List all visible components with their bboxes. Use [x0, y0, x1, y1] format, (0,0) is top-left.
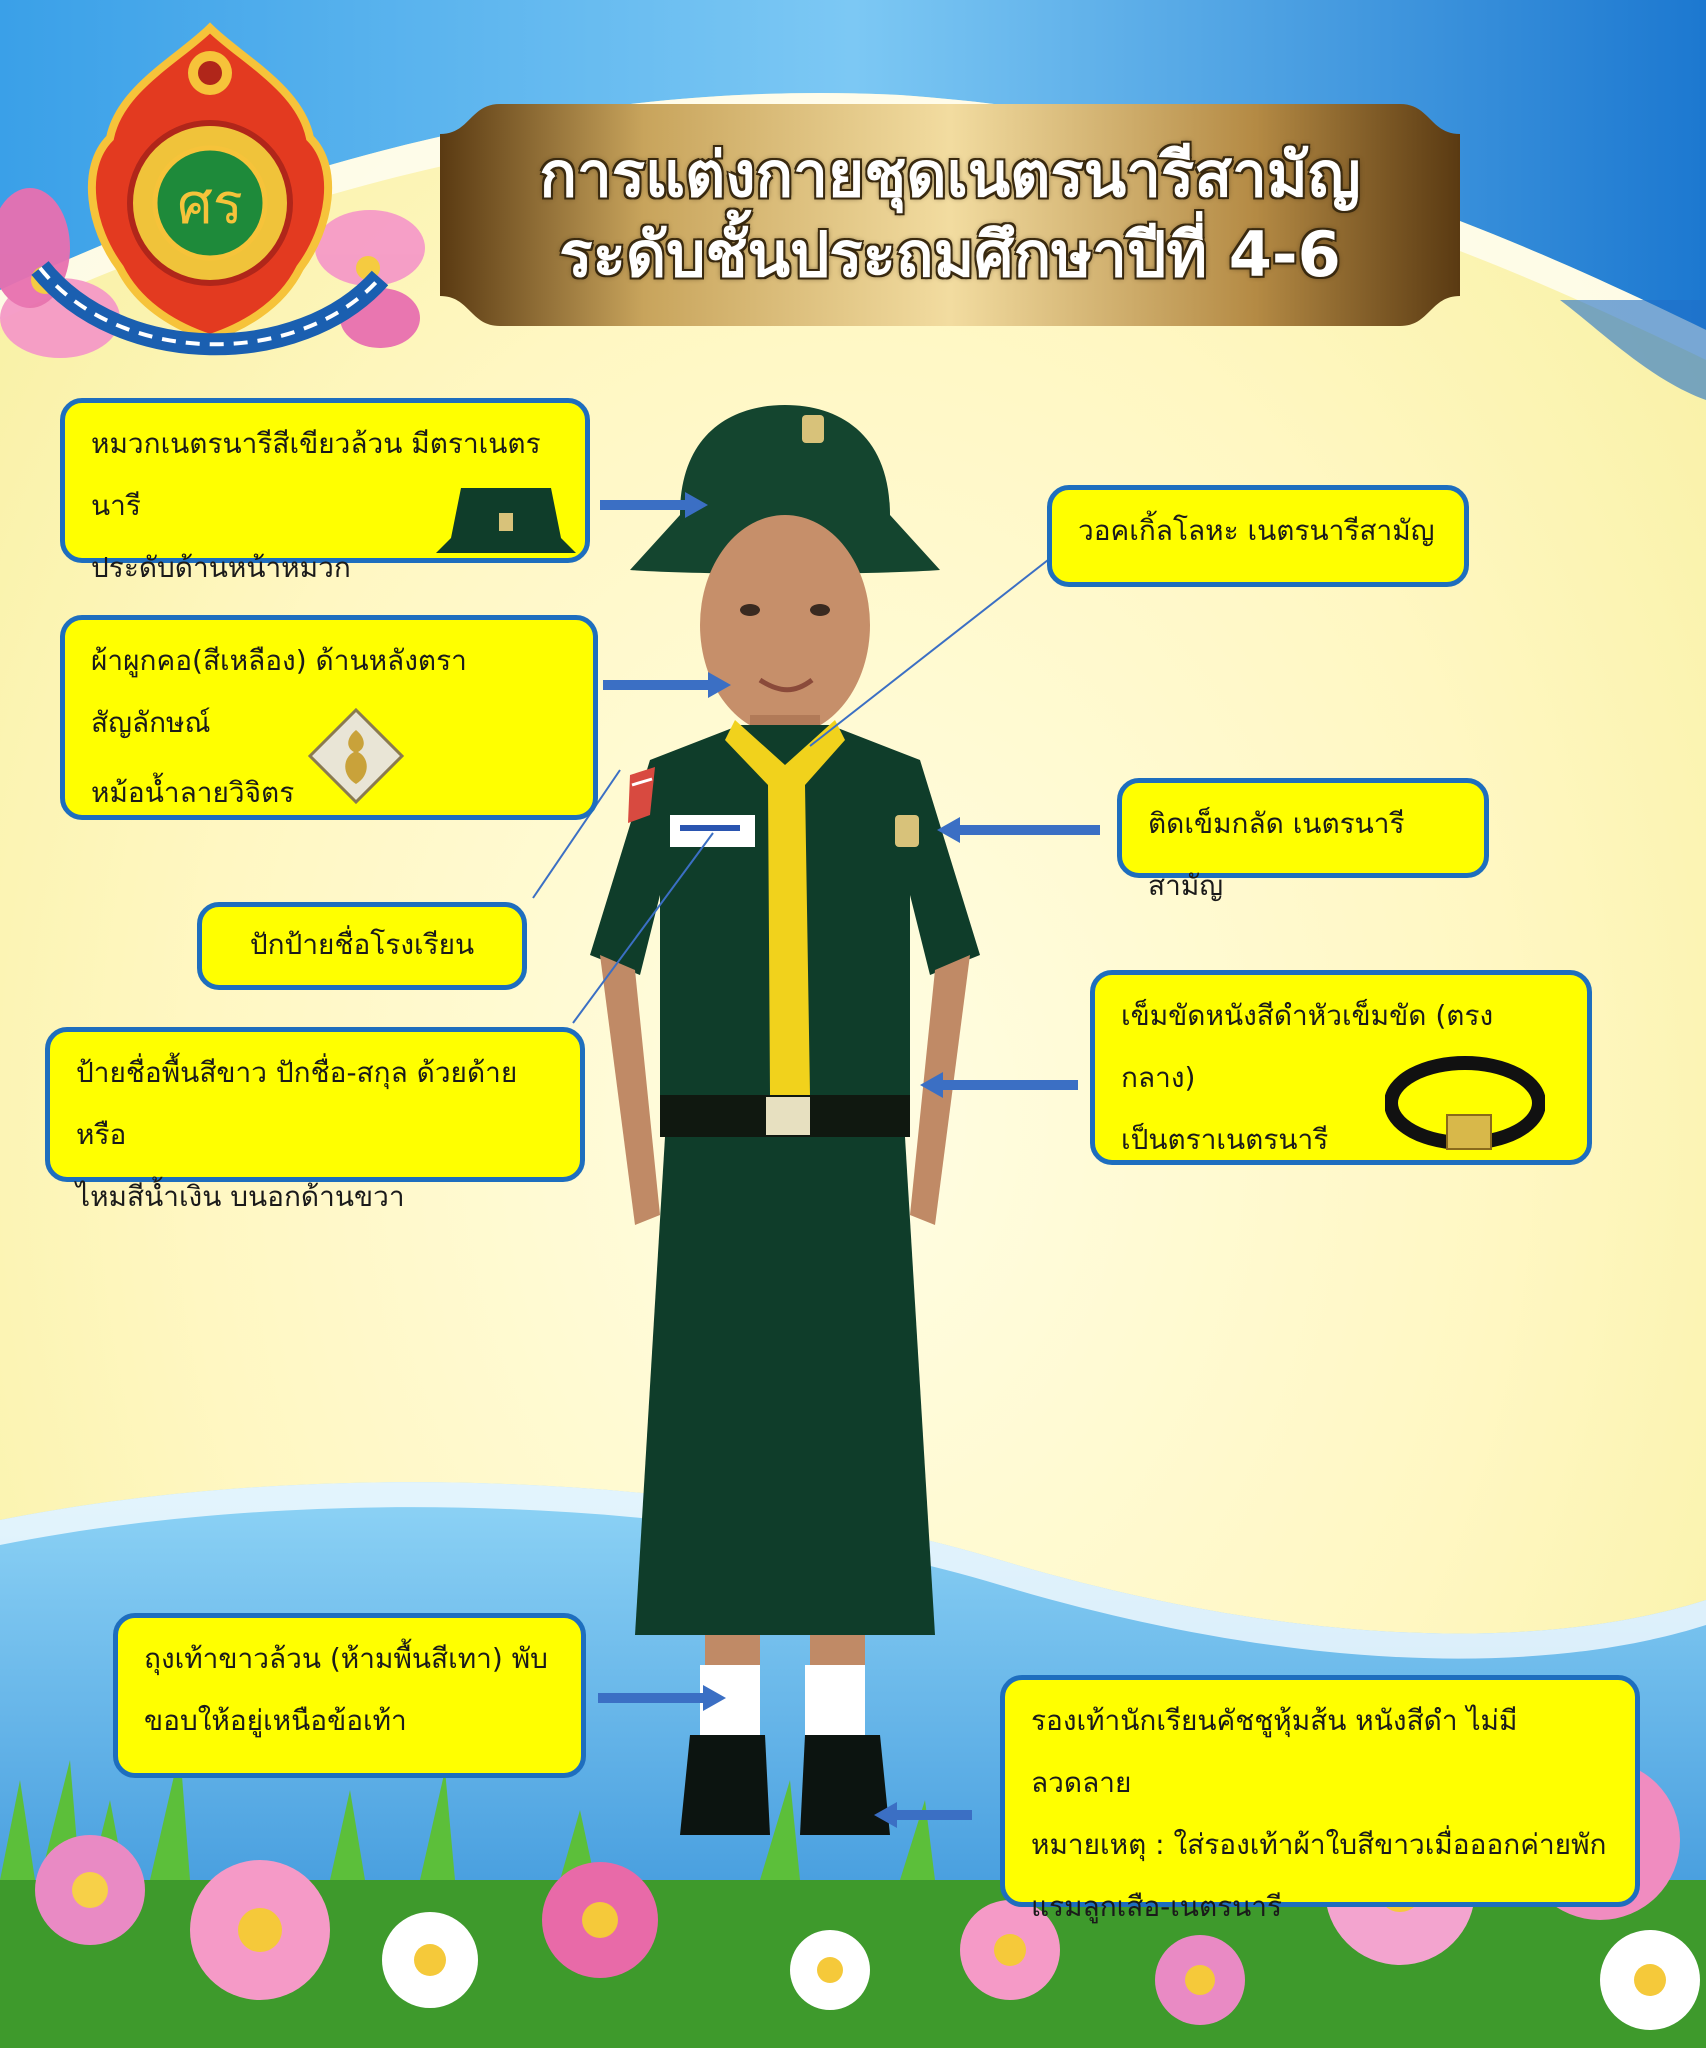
- title-line-1: การแต่งกายชุดเนตรนารีสามัญ: [539, 138, 1361, 211]
- callout-scarf-line-1: ผ้าผูกคอ(สีเหลือง) ด้านหลังตราสัญลักษณ์: [91, 644, 467, 739]
- callout-woggle: [1047, 485, 1469, 587]
- arrow-shoes: [872, 1800, 972, 1830]
- arrow-scarf: [603, 670, 733, 700]
- callout-shoes-line-2: หมายเหตุ : ใส่รองเท้าผ้าใบสีขาวเมื่อออกค่ายพัก: [1031, 1828, 1607, 1861]
- callout-scarf: [60, 615, 598, 820]
- callout-name-tag-line-1: ป้ายชื่อพื้นสีขาว ปักชื่อ-สกุล ด้วยด้ายหรือ: [76, 1056, 518, 1151]
- hat-thumbnail: [431, 473, 581, 563]
- callout-hat-line-2: ประดับด้านหน้าหมวก: [91, 551, 351, 584]
- callout-shoes: [1000, 1675, 1640, 1923]
- callout-hat: [60, 398, 590, 584]
- arrow-belt: [918, 1070, 1078, 1100]
- arrow-badge: [935, 815, 1100, 845]
- svg-text:ศร: ศร: [177, 172, 243, 237]
- callout-name-tag: [45, 1027, 585, 1213]
- callout-badge-line-1: ติดเข็มกลัด เนตรนารีสามัญ: [1148, 807, 1405, 902]
- callout-school-label-line-1: ปักป้ายชื่อโรงเรียน: [249, 928, 475, 961]
- callout-socks: [113, 1613, 586, 1778]
- callout-school-label: [197, 902, 527, 990]
- title-line-2: ระดับชั้นประถมศึกษาปีที่ 4-6: [559, 218, 1341, 291]
- callout-name-tag-line-2: ไหมสีน้ำเงิน บนอกด้านขวา: [76, 1180, 405, 1213]
- callout-belt-line-2: เป็นตราเนตรนารี: [1121, 1123, 1329, 1156]
- callout-woggle-line-1: วอคเกิ้ลโลหะ เนตรนารีสามัญ: [1078, 514, 1435, 547]
- arrow-hat: [600, 490, 710, 520]
- arrow-socks: [598, 1683, 728, 1713]
- callout-belt: [1090, 970, 1592, 1165]
- callout-shoes-line-3: แรมลูกเสือ-เนตรนารี: [1031, 1890, 1283, 1923]
- callout-hat-line-1: หมวกเนตรนารีสีเขียวล้วน มีตราเนตรนารี: [91, 427, 541, 522]
- vase-emblem-icon: [308, 708, 404, 804]
- callout-scarf-line-2: หม้อน้ำลายวิจิตร: [91, 776, 295, 809]
- callout-socks-line-2: ขอบให้อยู่เหนือข้อเท้า: [144, 1704, 407, 1737]
- callout-badge: [1117, 778, 1489, 902]
- callout-socks-line-1: ถุงเท้าขาวล้วน (ห้ามพื้นสีเทา) พับ: [144, 1642, 548, 1675]
- callout-belt-line-1: เข็มขัดหนังสีดำหัวเข็มขัด (ตรงกลาง): [1121, 999, 1494, 1094]
- belt-thumbnail: [1385, 1053, 1545, 1153]
- callout-shoes-line-1: รองเท้านักเรียนคัชชูหุ้มส้น หนังสีดำ ไม่มีลวดลาย: [1031, 1704, 1518, 1799]
